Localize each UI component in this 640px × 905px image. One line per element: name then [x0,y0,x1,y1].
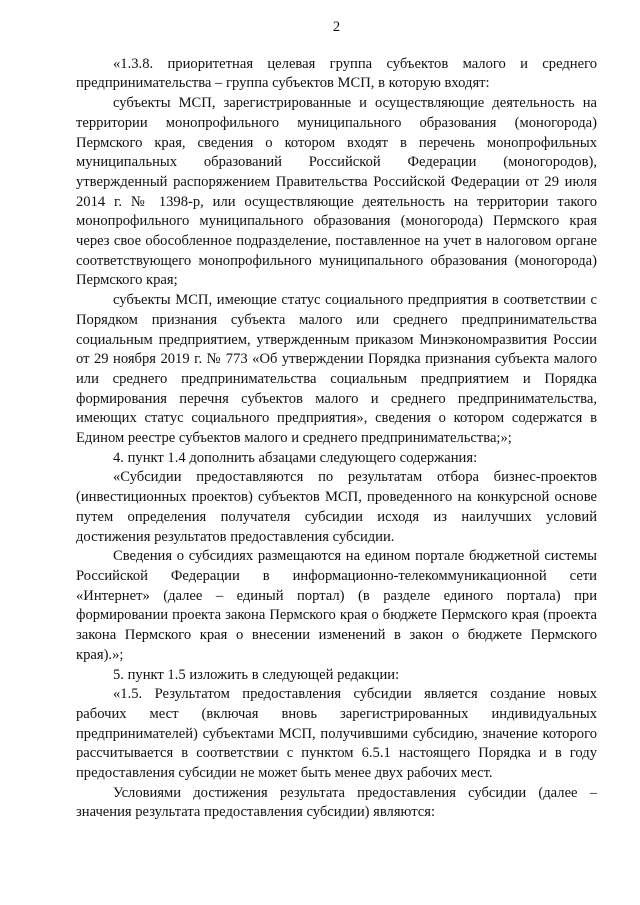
paragraph-1-3-8: «1.3.8. приоритетная целевая группа субъектов малого и среднего предпринимательства – группа субъектов МСП, в которую входят: [76,55,597,92]
paragraph-monotown-entities: субъекты МСП, зарегистрированные и осуществляющие деятельность на территории монопрофильного муниципального образования (моногорода) Пермского края, сведения о котором входят в перечень монопрофильных муниципальных образований Российской Федерации (моногородов), утвержденный распоряжением Правительства Российской Федерации от 29 июля 2014 г. № 1398-р, или осуществляющие деятельность на территории такого монопрофильного муниципального образования (моногорода) Пермского края через свое обособленное подразделение, поставленное на учет в налоговом органе соответствующего монопрофильного муниципального образования (моногорода) Пермского края; [76,95,597,289]
page-number: 2 [332,19,341,35]
paragraph-subsidy-selection: «Субсидии предоставляются по результатам отбора бизнес-проектов (инвестиционных проектов) субъектов МСП, проведенного на конкурсной основе путем определения получателя субсидии исходя из наилучших условий достижения результатов предоставления субсидии. [76,469,597,545]
paragraph-1-5-result: «1.5. Результатом предоставления субсидии является создание новых рабочих мест (включая вновь зарегистрированных индивидуальных предпринимателей) субъектами МСП, получившими субсидию, значение которого рассчитывается в соответствии с пунктом 6.5.1 настоящего Порядка и в году предоставления субсидии не может быть менее двух рабочих мест. [76,686,597,782]
paragraph-conditions: Условиями достижения результата предоставления субсидии (далее – значения результата предоставления субсидии) являются: [76,784,597,821]
paragraph-portal-info: Сведения о субсидиях размещаются на едином портале бюджетной системы Российской Федерации в информационно-телекоммуникационной сети «Интернет» (далее – единый портал) (в разделе единого портала) при формировании проекта закона Пермского края о бюджете Пермского края (проекта закона Пермского края о внесении изменений в закон о бюджете Пермского края).»; [76,548,597,663]
paragraph-item-4: 4. пункт 1.4 дополнить абзацами следующего содержания: [113,449,478,466]
paragraph-item-5: 5. пункт 1.5 изложить в следующей редакции: [113,666,400,683]
paragraph-social-enterprises: субъекты МСП, имеющие статус социального предприятия в соответствии с Порядком признания субъекта малого или среднего предпринимательства социальным предприятием, утвержденным приказом Минэкономразвития России от 29 ноября 2019 г. № 773 «Об утверждении Порядка признания субъекта малого или среднего предпринимательства социальным предприятием и Порядка формирования перечня субъектов малого и среднего предпринимательства, имеющих статус социального предприятия», сведения о котором содержатся в Едином реестре субъектов малого и среднего предпринимательства;»; [76,292,597,447]
